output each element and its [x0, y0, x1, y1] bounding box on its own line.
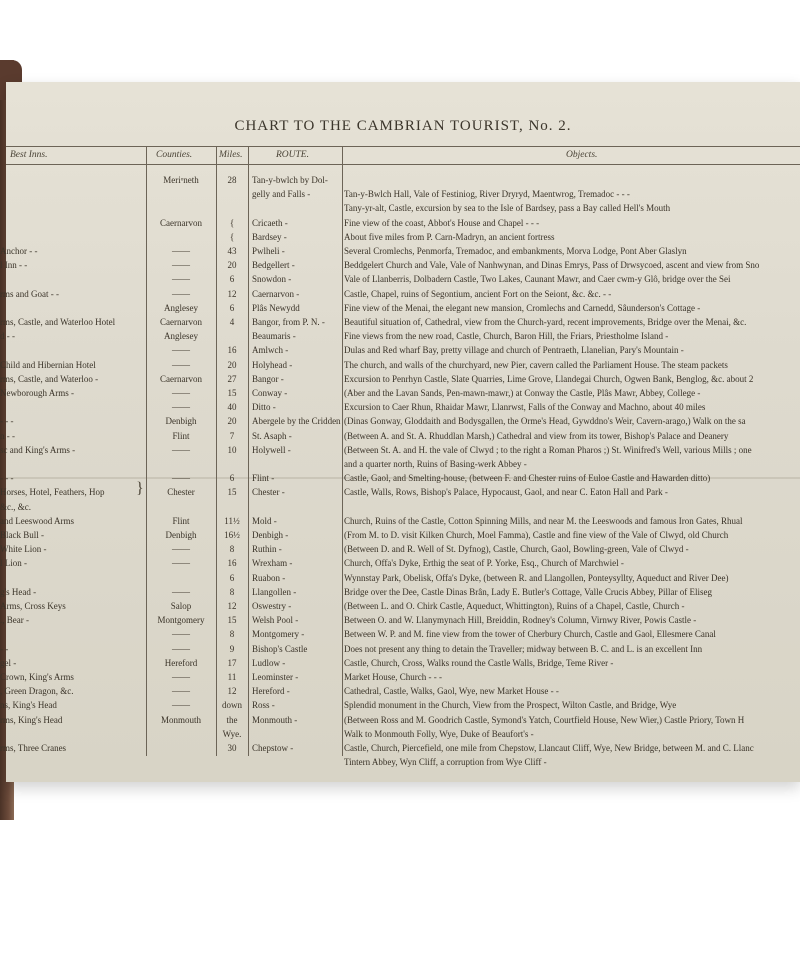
row-miles: 6 [229, 302, 235, 313]
row-objects: (Aber and the Lavan Sands, Pen-mawn-mawr,) at Conway the Castle, Plâs Mawr, Abbey, College - [344, 388, 701, 398]
row-objects: The church, and walls of the churchyard, new Pier, cavern called the Parliament House. The steam packets [344, 359, 728, 370]
row-miles: 40 [227, 402, 237, 413]
header-top-rule [6, 146, 800, 147]
row-objects: Excursion to Caer Rhun, Rhaidar Mawr, Llanrwst, Falls of the Conway and Machno, about 40 miles [344, 402, 706, 413]
row-miles: 12 [227, 601, 237, 611]
row-county: Denbigh [165, 530, 197, 540]
row-miles: 4 [229, 317, 235, 327]
row-objects: Splendid monument in the Church, View from the Prospect, Wilton Castle, and Bridge, Wye [344, 700, 677, 711]
row-county: Caernarvon [160, 317, 202, 327]
row-county: Flint [172, 515, 190, 526]
row-miles: 7 [229, 430, 235, 441]
row-county: —— [172, 359, 190, 370]
row-route: St. Asaph - [252, 430, 292, 441]
header-objects: Objects. [566, 150, 598, 160]
row-route: Ruabon - [252, 572, 286, 583]
row-route: gelly and Falls - [252, 189, 311, 200]
row-inn: White Lion - [0, 544, 47, 555]
row-objects: Beddgelert Church and Vale, Vale of Nanhwynan, and Dinas Emrys, Pass of Drwsycoed, ascent and view from Sno [344, 260, 760, 271]
row-miles: 20 [227, 260, 237, 271]
row-county: —— [172, 700, 190, 711]
row-objects: Fine view of the coast, Abbot's House and Chapel - - - [344, 217, 540, 228]
row-inn: g's Head - [0, 586, 37, 597]
row-inn: rms, Castle, and Waterloo - [0, 373, 99, 384]
row-county: —— [172, 260, 190, 271]
row-county: —— [172, 544, 190, 555]
row-route: Bangor, from P. N. - [252, 317, 325, 327]
row-miles: 15 [227, 487, 237, 498]
row-route: Ludlow - [252, 657, 286, 668]
row-objects: Between W. P. and M. fine view from the tower of Cherbury Church, Castle and Gaol, Ellesmere Canal [344, 629, 716, 640]
row-county: Flint [172, 430, 190, 441]
row-county: Anglesey [164, 331, 198, 342]
row-county: —— [172, 558, 190, 569]
row-miles: 6 [229, 274, 235, 285]
row-route: Conway - [252, 388, 288, 398]
row-objects: Beautiful situation of, Cathedral, view from the Church-yard, recent improvements, Bridge over the Menai, &c. [344, 317, 747, 327]
row-objects: (Between D. and R. Well of St. Dyfnog), Castle, Church, Gaol, Bowling-green, Vale of Clwyd - [344, 544, 689, 555]
row-objects: Bridge over the Dee, Castle Dinas Brân, Lady E. Butler's Cottage, Valle Crucis Abbey, Pillar of Eliseg [344, 586, 713, 597]
row-inn: l Lion - [0, 558, 27, 569]
row-inn: ., Bear - [0, 615, 29, 626]
row-route: Bishop's Castle [252, 643, 308, 654]
row-county: Denbigh [165, 416, 197, 427]
column-divider [248, 146, 249, 756]
row-county: —— [172, 345, 190, 356]
row-objects: Castle, Church, Piercefield, one mile from Chepstow, Llancaut Cliff, Wye, New Bridge, between M. and C. Llanc [344, 743, 754, 753]
row-miles: 16 [227, 558, 237, 569]
row-objects: Tany-yr-alt, Castle, excursion by sea to the Isle of Bardsey, pass a Bay called Hell's Mouth [344, 203, 671, 214]
header-miles: Miles. [219, 150, 243, 160]
header-bottom-rule [6, 164, 800, 165]
row-county: —— [172, 629, 190, 640]
row-miles: 8 [229, 629, 235, 640]
row-objects: (Between L. and O. Chirk Castle, Aqueduct, Whittington), Ruins of a Chapel, Castle, Church - [344, 601, 685, 611]
row-route: Plâs Newydd [252, 302, 300, 313]
row-objects: Wynnstay Park, Obelisk, Offa's Dyke, (between R. and Llangollen, Ponteysyllty, Aqueduct and River Dee) [344, 572, 729, 583]
row-route: Oswestry - [252, 601, 292, 611]
row-miles: 15 [227, 615, 237, 626]
row-inn: rms, Three Cranes [0, 743, 67, 753]
row-miles: 16 [227, 345, 237, 356]
row-miles: 11½ [224, 515, 240, 526]
row-county: —— [172, 274, 190, 285]
row-county: —— [172, 672, 190, 682]
row-objects: Market House, Church - - - [344, 672, 442, 682]
row-objects: Several Cromlechs, Penmorfa, Tremadoc, and embankments, Morva Lodge, Pont Aber Glaslyn [344, 246, 687, 256]
row-county: —— [172, 473, 190, 484]
row-route: Bedgellert - [252, 260, 295, 271]
column-divider [342, 146, 343, 756]
row-inn: Newborough Arms - [0, 388, 74, 398]
header-inns: Best Inns. [10, 150, 48, 160]
row-miles: 6 [229, 473, 235, 484]
row-miles: 27 [227, 373, 237, 384]
row-inn: rms, Castle, and Waterloo Hotel [0, 317, 116, 327]
row-miles: 17 [227, 657, 237, 668]
row-route: Hereford - [252, 686, 290, 697]
row-miles: 30 [227, 743, 237, 753]
row-route: Ross - [252, 700, 275, 711]
row-miles: 12 [227, 288, 237, 299]
header-route: ROUTE. [276, 150, 309, 160]
row-objects: Cathedral, Castle, Walks, Gaol, Wye, new Market House - - [344, 686, 559, 697]
row-county: —— [172, 444, 190, 455]
row-objects: Excursion to Penrhyn Castle, Slate Quarries, Lime Grove, Llandegai Church, Ogwen Bank, Benglog, &c. about 2 [344, 373, 754, 384]
row-inn: n - - [0, 430, 15, 441]
row-inn: Anchor - - [0, 246, 38, 256]
row-route: Caernarvon - [252, 288, 300, 299]
row-route: Bangor - [252, 373, 284, 384]
row-route: Cricaeth - [252, 217, 288, 228]
row-county: —— [172, 402, 190, 413]
row-inn: - - [0, 643, 9, 654]
row-inn: - - - [0, 416, 14, 427]
row-miles: 20 [227, 416, 237, 427]
row-route: Flint - [252, 473, 275, 484]
row-inn: rms and Goat - - [0, 288, 59, 299]
row-county: Caernarvon [160, 373, 202, 384]
row-miles: 10 [227, 444, 237, 455]
row-county: Hereford [164, 657, 198, 668]
row-route: Snowdon - [252, 274, 292, 285]
row-inn: rms, King's Head [0, 714, 63, 725]
row-miles: down [222, 700, 242, 711]
row-objects: About five miles from P. Carn-Madryn, an ancient fortress [344, 231, 555, 242]
row-county: Meriᵒneth [163, 175, 199, 185]
row-county: —— [172, 246, 190, 256]
row-county: Chester [167, 487, 195, 498]
row-route: Llangollen - [252, 586, 297, 597]
row-inn: Arms, Cross Keys [0, 601, 66, 611]
row-inn: Horses, Hotel, Feathers, Hop [0, 487, 105, 498]
row-county: —— [172, 643, 190, 654]
row-inn: gel - [0, 657, 17, 668]
row-miles: 15 [227, 388, 237, 398]
row-objects: Church, Offa's Dyke, Erthig the seat of P. Yorke, Esq., Church of Marchwiel - [344, 558, 624, 569]
row-route: Montgomery - [252, 629, 305, 640]
header-counties: Counties. [156, 150, 193, 160]
row-county: —— [172, 388, 190, 398]
row-miles: 28 [227, 175, 237, 185]
row-route: Denbigh - [252, 530, 289, 540]
row-route: Leominster - [252, 672, 299, 682]
row-route: Welsh Pool - [252, 615, 299, 626]
row-miles: 8 [229, 544, 235, 555]
row-objects: Church, Ruins of the Castle, Cotton Spinning Mills, and near M. the Leeswoods and famous Iron Gates, Rhual [344, 515, 743, 526]
row-route: Amlwch - [252, 345, 289, 356]
row-route: Tan-y-bwlch by Dol- [252, 175, 328, 185]
row-miles: 12 [227, 686, 237, 697]
row-objects: (From M. to D. visit Kilken Church, Moel Famma), Castle and fine view of the Vale of Clwyd, old Church [344, 530, 729, 540]
row-objects: (Between A. and St. A. Rhuddlan Marsh,) Cathedral and view from its tower, Bishop's Palace and Deanery [344, 430, 729, 441]
row-miles: 11 [227, 672, 237, 682]
row-miles: 6 [229, 572, 235, 583]
row-objects: Between O. and W. Llanymynach Hill, Breiddin, Rodney's Column, Virnwy River, Powis Castle - [344, 615, 697, 626]
row-objects: Castle, Walls, Rows, Bishop's Palace, Hypocaust, Gaol, and near C. Eaton Hall and Park - [344, 487, 668, 498]
row-county: Anglesey [164, 302, 198, 313]
row-county: —— [172, 288, 190, 299]
row-route: Pwlheli - [252, 246, 285, 256]
row-inn: ns, King's Head [0, 700, 57, 711]
row-miles: 8 [229, 586, 235, 597]
row-route: Abergele by the Cridden [252, 416, 341, 427]
row-objects: Tan-y-Bwlch Hall, Vale of Festiniog, River Dryryd, Maentwrog, Tremadoc - - - [344, 189, 630, 200]
row-inn: l Inn - - [0, 260, 28, 271]
row-miles: 16½ [224, 530, 240, 540]
row-route: Mold - [252, 515, 277, 526]
row-route: Bardsey - [252, 231, 287, 242]
row-objects: Dulas and Red wharf Bay, pretty village and church of Pentraeth, Llanelian, Pary's Mountain - [344, 345, 684, 356]
row-miles: { [229, 231, 235, 242]
row-objects: Castle, Gaol, and Smelting-house, (between F. and Chester ruins of Euloe Castle and Hawarden ditto) [344, 473, 711, 484]
row-inn: Black Bull - [0, 530, 44, 540]
row-route: Holyhead - [252, 359, 293, 370]
row-objects: (Dinas Gonway, Gloddaith and Bodysgallen, the Orme's Head, Gywddno's Weir, Cavern-arago,) Walk on the sa [344, 416, 746, 427]
row-inn: - - - [0, 473, 14, 484]
row-miles: { [229, 217, 235, 228]
row-objects: Fine view of the Menai, the elegant new mansion, Cromlechs and Carnedd, Sâunderson's Cottage - [344, 302, 701, 313]
row-objects: (Between Ross and M. Goodrich Castle, Symond's Yatch, Courtfield House, New Wier,) Castle Priory, Town H [344, 714, 745, 725]
row-objects: Does not present any thing to detain the Traveller; midway between B. C. and L. is an excellent Inn [344, 643, 703, 654]
row-county: —— [172, 586, 190, 597]
row-inn: sc and King's Arms - [0, 444, 76, 455]
row-route: Chepstow - [252, 743, 294, 753]
row-route: Ruthin - [252, 544, 282, 555]
row-objects: (Between St. A. and H. the vale of Clwyd ; to the right a Roman Pharos ;) St. Winifred's Well, various Mills ; one [344, 444, 752, 455]
row-miles: Wye. [222, 728, 242, 739]
row-inn: Child and Hibernian Hotel [0, 359, 96, 370]
row-objects: and a quarter north, Ruins of Basing-werk Abbey - [344, 459, 527, 469]
chart-sheet [0, 82, 800, 782]
row-county: Monmouth [160, 714, 201, 725]
row-inn: Crown, King's Arms [0, 672, 74, 682]
row-miles: the [226, 714, 238, 725]
row-miles: 9 [229, 643, 235, 654]
row-inn: &c., &c. [0, 501, 31, 512]
row-objects: Walk to Monmouth Folly, Wye, Duke of Beaufort's - [344, 728, 534, 739]
brace-mark: } [136, 480, 144, 497]
row-route: Holywell - [252, 444, 291, 455]
row-inn: , Green Dragon, &c. [0, 686, 74, 697]
row-inn: and Leeswood Arms [0, 515, 74, 526]
row-route: Ditto - [252, 402, 276, 413]
page-title: CHART TO THE CAMBRIAN TOURIST, No. 2. [234, 118, 572, 134]
row-objects: Vale of Llanberris, Dolbadern Castle, Two Lakes, Caunant Mawr, and Caer cwm-y Glô, bridge over the Sei [344, 274, 731, 285]
row-objects: Tintern Abbey, Wyn Cliff, a corruption from Wye Cliff - [344, 757, 547, 768]
row-route: Wrexham - [252, 558, 293, 569]
row-route: Chester - [252, 487, 285, 498]
row-county: —— [172, 686, 190, 697]
row-objects: Castle, Chapel, ruins of Segontium, ancient Fort on the Seiont, &c. &c. - - [344, 288, 612, 299]
row-inn: d - - [0, 331, 15, 342]
row-miles: 20 [227, 359, 237, 370]
row-objects: Fine views from the new road, Castle, Church, Baron Hill, the Friars, Priestholme Island - [344, 331, 669, 342]
row-route: Beaumaris - [252, 331, 296, 342]
row-objects: Castle, Church, Cross, Walks round the Castle Walls, Bridge, Teme River - [344, 657, 614, 668]
row-county: Caernarvon [160, 217, 202, 228]
row-county: Salop [170, 601, 192, 611]
row-route: Monmouth - [252, 714, 298, 725]
row-miles: 43 [227, 246, 237, 256]
row-county: Montgomery [157, 615, 205, 626]
